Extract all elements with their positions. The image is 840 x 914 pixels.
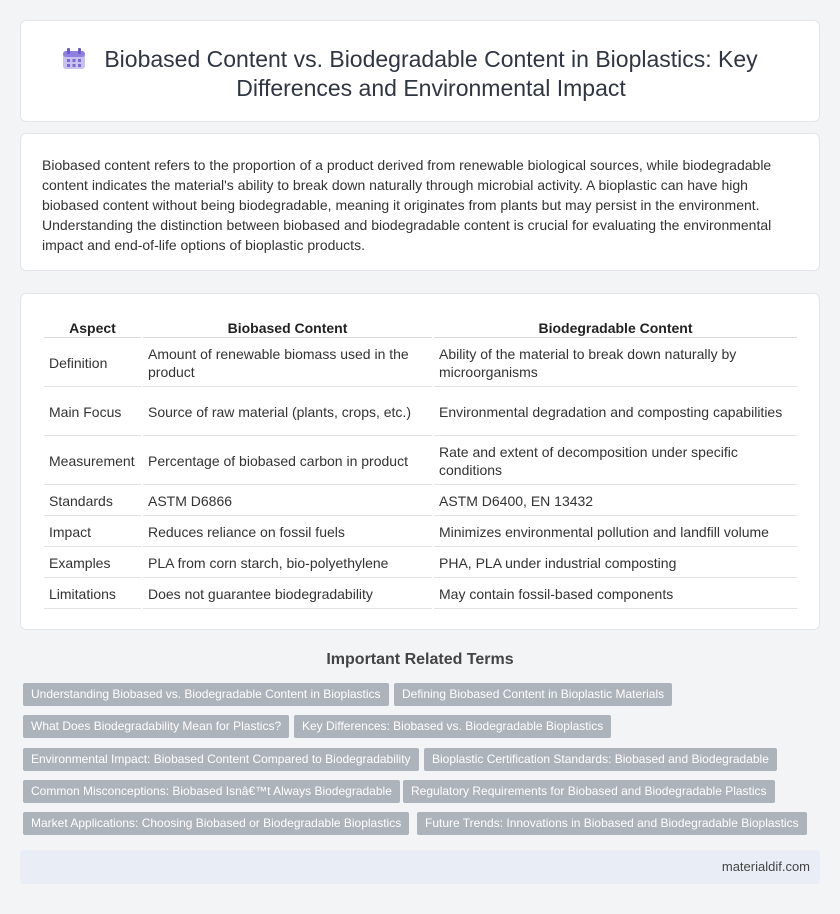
table-cell: Rate and extent of decomposition under specific conditions [434,438,797,485]
table-cell: Measurement [44,438,141,485]
table-cell: ASTM D6400, EN 13432 [434,487,797,516]
related-term-link[interactable]: Environmental Impact: Biobased Content Compared to Biodegradability [23,748,419,771]
table-cell: Does not guarantee biodegradability [143,580,432,609]
table-cell: Amount of renewable biomass used in the product [143,340,432,387]
comparison-table [42,314,799,611]
table-header-biobased: Biobased Content [143,316,432,338]
table-row [44,487,797,516]
table-cell: Impact [44,518,141,547]
table-row [44,438,797,485]
table-header-biodegradable: Biodegradable Content [434,316,797,338]
table-cell: PHA, PLA under industrial composting [434,549,797,578]
table-row [44,518,797,547]
table-row [44,580,797,609]
related-term-link[interactable]: Understanding Biobased vs. Biodegradable Content in Bioplastics [23,683,389,706]
table-row [44,389,797,436]
intro-paragraph: Biobased content refers to the proportion of a product derived from renewable biological sources, while biodegradable content indicates the material's ability to break down naturally through microbial activity. A bioplastic can have high biobased content without being biodegradable, meaning it originates from plants but may persist in the environment. Understanding the distinction between biobased and biodegradable content is crucial for evaluating the environmental impact and end-of-life options of bioplastic products. [42,157,772,253]
related-term-link[interactable]: Defining Biobased Content in Bioplastic Materials [394,683,672,706]
table-cell: Reduces reliance on fossil fuels [143,518,432,547]
related-term-link[interactable]: Market Applications: Choosing Biobased or Biodegradable Bioplastics [23,812,409,835]
related-terms-heading: Important Related Terms [326,651,514,668]
page-title: Biobased Content vs. Biodegradable Content in Bioplastics: Key Differences and Environmental Impact [104,46,758,101]
table-cell: Limitations [44,580,141,609]
footer [20,850,820,884]
related-term-link[interactable]: Bioplastic Certification Standards: Biobased and Biodegradable [424,748,777,771]
related-term-link[interactable]: What Does Biodegradability Mean for Plastics? [23,715,289,738]
table-cell: Environmental degradation and composting capabilities [434,389,797,436]
site-name[interactable]: materialdif.com [721,859,810,874]
related-term-link[interactable]: Future Trends: Innovations in Biobased and Biodegradable Bioplastics [417,812,807,835]
related-term-link[interactable]: Key Differences: Biobased vs. Biodegradable Bioplastics [294,715,611,738]
table-cell: Source of raw material (plants, crops, etc.) [143,389,432,436]
related-term-link[interactable]: Common Misconceptions: Biobased Isnâ€™t Always Biodegradable [23,780,400,803]
table-cell: Standards [44,487,141,516]
table-cell: ASTM D6866 [143,487,432,516]
table-cell: Main Focus [44,389,141,436]
table-cell: Definition [44,340,141,387]
related-term-link[interactable]: Regulatory Requirements for Biobased and Biodegradable Plastics [403,780,775,803]
table-row [44,340,797,387]
table-cell: Examples [44,549,141,578]
comparison-card [20,293,820,630]
table-cell: Percentage of biobased carbon in product [143,438,432,485]
table-cell: Ability of the material to break down naturally by microorganisms [434,340,797,387]
title-card [20,20,820,122]
table-row [44,549,797,578]
intro-card [20,133,820,271]
table-cell: PLA from corn starch, bio-polyethylene [143,549,432,578]
table-header-aspect: Aspect [44,316,141,338]
table-cell: Minimizes environmental pollution and landfill volume [434,518,797,547]
table-cell: May contain fossil-based components [434,580,797,609]
